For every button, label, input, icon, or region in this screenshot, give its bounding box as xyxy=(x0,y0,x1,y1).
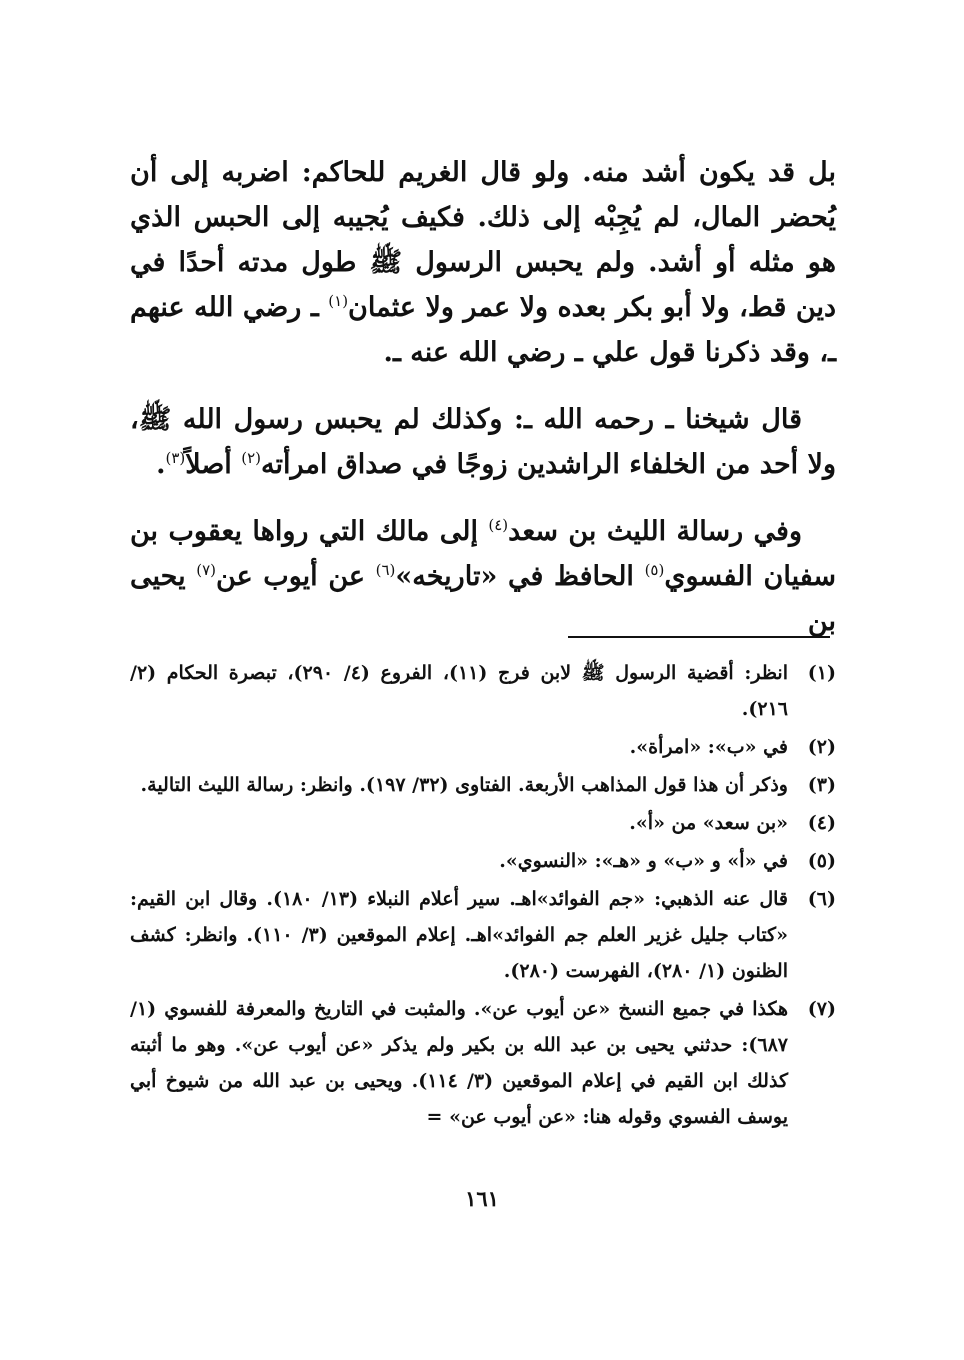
footnote-ref-1[interactable]: (١) xyxy=(328,292,349,310)
footnote-ref-4[interactable]: (٤) xyxy=(488,516,509,534)
paragraph-2-tail: . xyxy=(156,449,166,480)
paragraph-2-text: قال شيخنا ـ رحمه الله ـ: وكذلك لم يحبس رسول الله ﷺ، ولا أحد من الخلفاء الراشدين زوجًا في صداق امرأته xyxy=(130,404,836,480)
paragraph-3-a: وفي رسالة الليث بن سعد xyxy=(508,516,802,547)
paragraph-3-c: الحافظ في «تاريخه» xyxy=(395,561,645,592)
footnote xyxy=(130,843,836,879)
footnote-text: في «ب»: «امرأة». xyxy=(629,736,788,758)
paragraph-1-tail: ـ رضي الله عنهم ـ، وقد ذكرنا قول علي ـ رضي الله عنه ـ. xyxy=(130,292,836,368)
footnote xyxy=(130,655,836,727)
footnote-ref-7[interactable]: (٧) xyxy=(196,561,217,579)
footnote-ref-6[interactable]: (٦) xyxy=(375,561,396,579)
footnote xyxy=(130,991,836,1135)
footnote-text: «بن سعد» من «أ». xyxy=(629,812,788,834)
paragraph-1 xyxy=(130,150,836,375)
footnote xyxy=(130,805,836,841)
paragraph-3 xyxy=(130,509,836,644)
footnote xyxy=(130,767,836,803)
paragraph-3-e: يحيى بن xyxy=(130,561,836,637)
page-number: ١٦١ xyxy=(465,1186,499,1211)
footnote xyxy=(130,881,836,989)
paragraph-3-b: إلى مالك التي رواها يعقوب بن سفيان الفسوي xyxy=(130,516,837,592)
paragraph-2 xyxy=(130,397,836,487)
footnote-number: (٢) xyxy=(807,736,836,758)
footnote-number: (٤) xyxy=(807,812,836,834)
footnote-ref-2[interactable]: (٢) xyxy=(241,449,261,467)
footnote-number: (٧) xyxy=(807,998,836,1020)
footnote-ref-3[interactable]: (٣) xyxy=(165,449,186,467)
footnote-text: وذكر أن هذا قول المذاهب الأربعة. الفتاوى (٣٢/ ١٩٧). وانظر: رسالة الليث التالية. xyxy=(140,774,788,796)
footnote-number: (٣) xyxy=(807,774,836,796)
footnote-text: قال عنه الذهبي: «جم الفوائد»اهـ. سير أعلام النبلاء (١٣/ ١٨٠). وقال ابن القيم: «كتاب جليل غزير العلم جم الفوائد»اهـ. إعلام الموقعين (٣/ ١١٠). وانظر: كشف الظنون (١/ ٢٨٠)، الفهرست (٢٨٠). xyxy=(130,888,788,982)
footnote-text: هكذا في جميع النسخ «عن أيوب عن». والمثبت في التاريخ والمعرفة للفسوي (١/ ٦٨٧): حدثني يحيى بن عبد الله بن بكير ولم يذكر «عن أيوب عن». وهو ما أثبته كذلك ابن القيم في إعلام الموقعين (٣/ ١١٤). ويحيى بن عبد الله من شيوخ أبي يوسف الفسوي وقوله هنا: «عن أيوب عن» = xyxy=(130,998,788,1128)
footnote-number: (٥) xyxy=(807,850,836,872)
footnotes xyxy=(130,655,836,1137)
footnote-number: (١) xyxy=(807,662,836,684)
paragraph-2-mid: أصلاً xyxy=(185,449,242,480)
main-text xyxy=(130,150,836,666)
paragraph-3-d: عن أيوب عن xyxy=(216,561,376,592)
footnote xyxy=(130,729,836,765)
paragraph-1-text: بل قد يكون أشد منه. ولو قال الغريم للحاكم: اضربه إلى أن يُحضر المال، لم يُجِبْه إلى ذلك. فكيف يُجيبه إلى الحبس الذي هو مثله أو أشد. ولم يحبس الرسول ﷺ طول مدته أحدًا في دين قط، ولا أبو بكر بعده ولا عمر ولا عثمان xyxy=(130,157,837,323)
footnote-number: (٦) xyxy=(807,888,836,910)
footnote-separator xyxy=(568,636,830,638)
footnote-text: في «أ» و «ب» و «هـ»: «النسوي». xyxy=(499,850,788,872)
footnote-ref-5[interactable]: (٥) xyxy=(644,561,665,579)
footnote-text: انظر: أقضية الرسول ﷺ لابن فرج (١١)، الفروع (٤/ ٢٩٠)، تبصرة الحكام (٢/ ٢١٦). xyxy=(130,662,788,720)
